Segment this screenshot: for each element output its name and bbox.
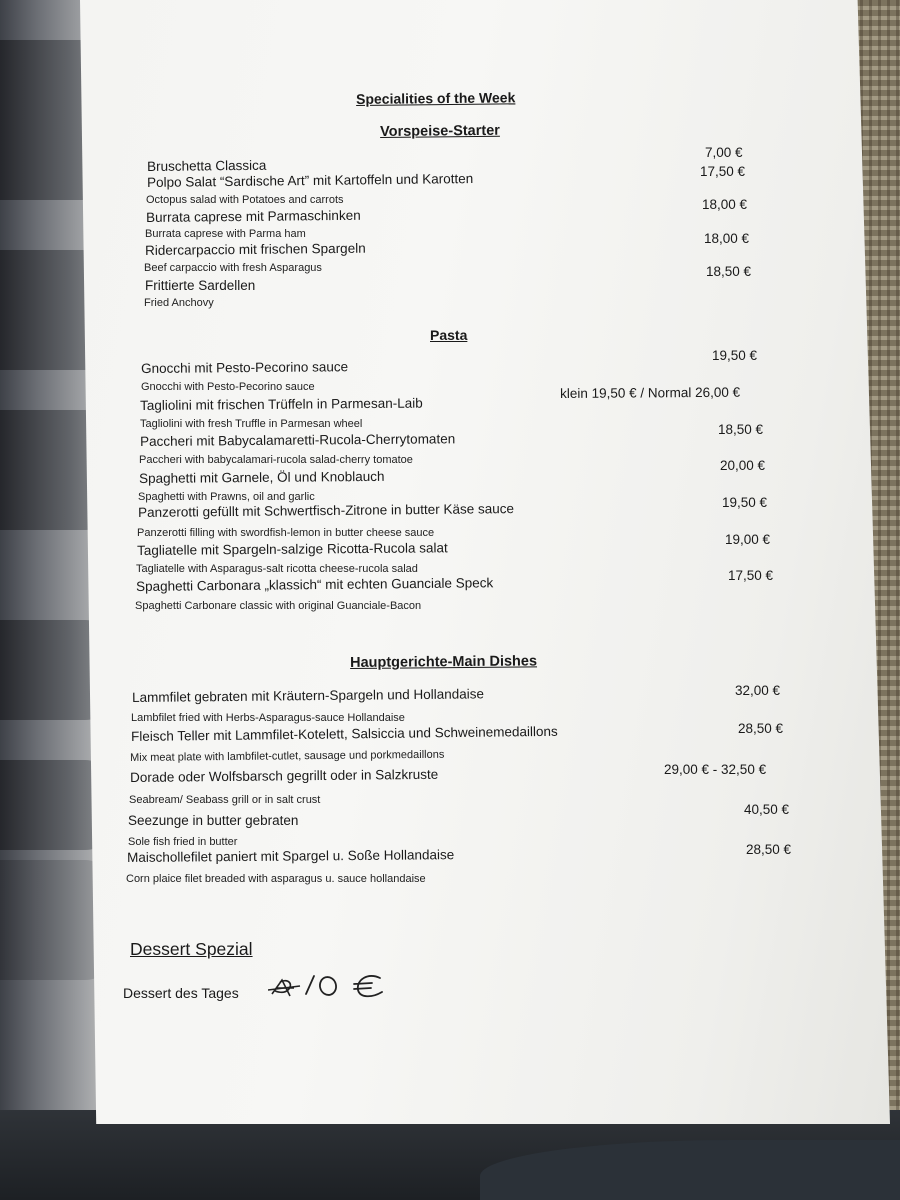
- menu-item-de: Dorade oder Wolfsbarsch gegrillt oder in Salzkruste: [130, 766, 439, 785]
- handwritten-price: [268, 968, 398, 1004]
- menu-item-price: 18,50 €: [718, 422, 764, 437]
- menu-item-price: 17,50 €: [728, 568, 774, 583]
- menu-item-en: Spaghetti with Prawns, oil and garlic: [138, 491, 315, 503]
- menu-item-en: Octopus salad with Potatoes and carrots: [146, 194, 344, 206]
- menu-item-en: Panzerotti filling with swordfish-lemon in butter cheese sauce: [137, 527, 435, 539]
- menu-item-de: Ridercarpaccio mit frischen Spargeln: [145, 240, 366, 258]
- menu-item-price: 29,00 € - 32,50 €: [664, 762, 767, 777]
- menu-item-de: Panzerotti gefüllt mit Schwertfisch-Zitrone in butter Käse sauce: [138, 501, 515, 520]
- handwritten-price-text: 10 €: [268, 968, 270, 969]
- menu-item-de: Burrata caprese mit Parmaschinken: [146, 207, 361, 225]
- menu-item-de: Frittierte Sardellen: [145, 278, 256, 293]
- menu-item-en: Tagliolini with fresh Truffle in Parmesan wheel: [140, 418, 363, 430]
- menu-item-en: Spaghetti Carbonare classic with original Guanciale-Bacon: [135, 600, 422, 612]
- menu-item-price: 28,50 €: [738, 721, 784, 736]
- menu-item-price: 28,50 €: [746, 842, 792, 857]
- menu-item-price: 19,50 €: [722, 495, 768, 510]
- menu-item-en: Corn plaice filet breaded with asparagus u. sauce hollandaise: [126, 873, 426, 885]
- menu-item-price: 7,00 €: [705, 145, 743, 160]
- menu-item-price: 19,00 €: [725, 532, 771, 547]
- menu-item-de: Polpo Salat “Sardische Art” mit Kartoffeln und Karotten: [147, 171, 474, 190]
- menu-item-de: Spaghetti mit Garnele, Öl und Knoblauch: [139, 468, 385, 486]
- section-heading-starter: Vorspeise-Starter: [380, 122, 500, 140]
- menu-item-en: Lambfilet fried with Herbs-Asparagus-sauce Hollandaise: [131, 712, 405, 724]
- menu-title: Specialities of the Week: [356, 89, 516, 107]
- menu-item-de: Lammfilet gebraten mit Kräutern-Spargeln und Hollandaise: [132, 686, 485, 705]
- menu-item-en: Sole fish fried in butter: [128, 836, 238, 848]
- menu-item-price: 17,50 €: [700, 164, 746, 179]
- menu-item-en: Burrata caprese with Parma ham: [145, 228, 306, 240]
- menu-item-en: Fried Anchovy: [144, 297, 214, 309]
- section-heading-dessert: Dessert Spezial: [130, 939, 253, 959]
- menu-item-price: 18,00 €: [704, 231, 750, 246]
- menu-item-de: Bruschetta Classica: [147, 157, 267, 174]
- menu-item-price: 20,00 €: [720, 458, 766, 473]
- menu-item-price: 32,00 €: [735, 683, 781, 698]
- menu-item-de: Fleisch Teller mit Lammfilet-Kotelett, Salsiccia und Schweinemedaillons: [131, 723, 558, 744]
- section-heading-pasta: Pasta: [430, 327, 468, 343]
- section-heading-main: Hauptgerichte-Main Dishes: [350, 653, 538, 671]
- menu-item-de: Paccheri mit Babycalamaretti-Rucola-Cherrytomaten: [140, 431, 456, 449]
- menu-item-en: Tagliatelle with Asparagus-salt ricotta cheese-rucola salad: [136, 563, 418, 575]
- menu-item-price: 19,50 €: [712, 348, 758, 363]
- menu-item-de: Tagliatelle mit Spargeln-salzige Ricotta-Rucola salat: [137, 540, 448, 558]
- menu-item-price: 18,00 €: [702, 197, 748, 212]
- menu-item-price: 40,50 €: [744, 802, 790, 817]
- menu-item-en: Mix meat plate with lambfilet-cutlet, sausage und porkmedaillons: [130, 748, 445, 764]
- menu-item-en: Gnocchi with Pesto-Pecorino sauce: [141, 381, 315, 393]
- menu-item-price: klein 19,50 € / Normal 26,00 €: [560, 384, 741, 401]
- menu-item-en: Seabream/ Seabass grill or in salt crust: [129, 794, 321, 806]
- menu-item-price: 18,50 €: [706, 264, 752, 279]
- menu-item-de: Maischollefilet paniert mit Spargel u. Soße Hollandaise: [127, 847, 455, 865]
- menu-item-de: Spaghetti Carbonara „klassich“ mit echten Guanciale Speck: [136, 575, 494, 594]
- menu-item-de: Tagliolini mit frischen Trüffeln in Parmesan-Laib: [140, 395, 423, 413]
- menu-item-de: Gnocchi mit Pesto-Pecorino sauce: [141, 359, 349, 376]
- menu-item-en: Beef carpaccio with fresh Asparagus: [144, 262, 322, 274]
- menu-item-de: Seezunge in butter gebraten: [128, 813, 299, 828]
- dessert-item: Dessert des Tages: [123, 985, 239, 1001]
- menu-item-en: Paccheri with babycalamari-rucola salad-cherry tomatoe: [139, 454, 413, 466]
